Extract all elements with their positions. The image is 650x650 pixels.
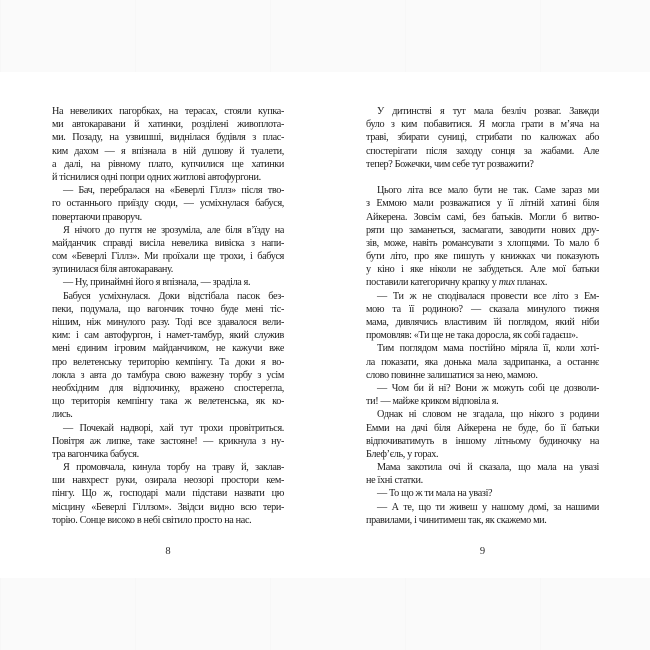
text-line: ла показати, яка донька мала задрипанка, а останнє: [366, 356, 599, 368]
text-line: — Ну, принаймні його я впізнала, — зраділа я.: [63, 277, 251, 289]
text-line: спостерігати після заходу сонця за жабами. Але: [366, 145, 599, 157]
text-line: ким: і сам автофургон, і намет-тамбур, який служив: [52, 330, 284, 342]
text-line: тра вагончика бабуся.: [52, 448, 139, 460]
paragraph: [366, 382, 599, 408]
text-line: правилами, і чинитимеш так, як скажемо ми.: [366, 514, 547, 526]
text-line: торію. Сонце високо в небі світило просто на нас.: [52, 514, 252, 526]
text-line: й тіснилися одні попри одних житлові автофургони.: [52, 171, 261, 183]
book-spread: [0, 72, 650, 578]
text-line: — Чом би й ні? Вони ж можуть собі це дозволи-: [377, 382, 599, 394]
text-line: ши навхрест руки, озирала неозорі простори кем-: [52, 475, 284, 487]
text-line: майданчик справді висіла невелика вивіска з напи-: [52, 237, 284, 249]
text-line: що територія кемпінгу така ж велетенська, як ко-: [52, 396, 284, 408]
paragraph: [52, 105, 284, 184]
text-line: необхідним для відпочинку, вражено спостерегла,: [52, 382, 284, 394]
text-line: про велетенську територію кемпінгу. Та доки я во-: [52, 356, 284, 368]
text-line: сом «Беверлі Гіллз». Ми проїхали ще трохи, і бабуся: [52, 251, 284, 263]
text-line: мою та її родиною? — сказала минулого тижня: [366, 303, 599, 315]
text-line: — Почекай надворі, хай тут трохи провітриться.: [63, 422, 284, 434]
text-line: траві, збирати суниці, стрибати по калюжах або: [366, 132, 599, 144]
paragraph: [52, 290, 284, 422]
text-line: Блефʼєль, у горах.: [366, 448, 439, 460]
text-line: а далі, на рівному плато, купчилися ще хатинки: [52, 158, 284, 170]
paragraph: [366, 487, 599, 500]
text-line: Бабуся усміхнулася. Доки відстібала пасок без-: [63, 290, 284, 302]
text-line: повертаючи праворуч.: [52, 211, 142, 223]
paragraph: [52, 276, 284, 289]
paragraph: [366, 461, 599, 487]
text-line: Я нічого до пуття не зрозуміла, але біля вʼїзду на: [63, 224, 284, 236]
text-line: У дитинстві я тут мала безліч розваг. Завжди: [377, 106, 599, 117]
text-line: мама, дивлячись властивим їй поглядом, який ніби: [366, 317, 599, 328]
text-line: у кіно і яке ніколи не забудеться. Але мої батьки: [366, 264, 599, 276]
text-line: ким дахом — я впізнала в ній душову й туалети,: [52, 145, 284, 157]
text-line: — А те, що ти живеш у нашому домі, за нашими: [377, 501, 599, 513]
text-line: промовляв: «Ти ще не така доросла, як собі гадаєш».: [366, 330, 578, 342]
paragraph: [366, 184, 599, 290]
text-line: Айкерена. Зовсім самі, без батьків. Могли б витво-: [366, 211, 599, 223]
paragraph: [366, 501, 599, 527]
text-line: Емми на дачі біля Айкерена не буде, бо її батьки: [366, 422, 599, 434]
text-line: з Еммою мали розважатися у її літній хатині біля: [366, 198, 599, 210]
paragraph: [52, 224, 284, 277]
text-line: тепер? Божечки, чим себе тут розважити?: [366, 158, 534, 170]
text-line: зів, може, навіть романсувати з хлопцями. То мало б: [366, 237, 599, 249]
page-right: [325, 72, 650, 578]
text-line: ти! — майже криком відповіла я.: [366, 396, 499, 408]
text-line: На невеликих пагорбках, на терасах, стояли купка-: [52, 106, 284, 117]
text-line: зупинилася біля автокаравану.: [52, 264, 173, 276]
text-line: поставили категоричну крапку у тих планах.: [366, 277, 548, 289]
text-line: місцину «Беверлі Гіллзом». Звідси видно всю тери-: [52, 501, 284, 513]
page-number-left: 8: [165, 546, 171, 557]
text-line: пінгу. Що ж, господарі мали підстави назвати цю: [52, 488, 284, 500]
text-line: було з ким побавитися. Я могла грати в мʼяча на: [366, 119, 599, 131]
text-line: Цього літа все мало бути не так. Саме зараз ми: [377, 185, 599, 197]
text-line: пеки, подумала, що вагончик точно буде мені тіс-: [52, 303, 284, 315]
text-line: локла з авта до тамбура свою важезну торбу з усім: [52, 369, 284, 381]
paragraph: [366, 290, 599, 343]
text-line: Мама закотила очі й сказала, що мала на увазі: [377, 462, 599, 474]
page-right-text: [366, 105, 599, 527]
text-line: го останнього приїзду сюди, — усміхнулася бабуся,: [52, 198, 284, 210]
page-number-right: 9: [479, 546, 486, 557]
text-line: — Ти ж не сподівалася провести все літо з Ем-: [377, 290, 599, 302]
text-line: ми. Позаду, на узвишші, виднілася будівля з плас-: [52, 132, 284, 144]
paragraph: [52, 422, 284, 462]
paragraph: [366, 105, 599, 171]
text-line: Однак ні словом не згадала, що нікого з родини: [377, 409, 599, 421]
text-line: відпочиватимуть в іншому літньому будиночку на: [366, 435, 599, 447]
text-line: лись.: [52, 409, 73, 421]
page-left-text: [52, 105, 284, 527]
text-line: мені єдиним ігровим майданчиком, не кажучи вже: [52, 343, 284, 355]
text-line: не їхні статки.: [366, 475, 423, 487]
text-line: — То що ж ти мала на увазі?: [377, 488, 493, 500]
text-line: ряти що заманеться, засмагати, заводити нових дру-: [366, 224, 599, 236]
text-line: ми автокаравани й хатинки, розділені живоплота-: [52, 119, 284, 131]
text-line: слово повинне залишатися за нею, мамою.: [366, 369, 538, 381]
page-left: [0, 72, 325, 578]
paragraph: [366, 342, 599, 382]
text-line: — Бач, перебралася на «Беверлі Гіллз» після тво-: [63, 185, 284, 197]
paragraph: [52, 461, 284, 527]
text-line: Тим поглядом мама постійно міряла її, коли хоті-: [377, 343, 599, 355]
paragraph: [366, 408, 599, 461]
text-line: Я промовчала, кинула торбу на траву й, заклав-: [63, 462, 284, 474]
text-line: бути літо, про яке пишуть у книжках чи показують: [366, 251, 599, 263]
paragraph: [52, 184, 284, 224]
text-line: нішим, ніж минулого разу. Тоді все здавалося вели-: [52, 317, 284, 328]
text-line: Повітря аж липке, таке застояне! — крикнула з ну-: [52, 435, 284, 447]
